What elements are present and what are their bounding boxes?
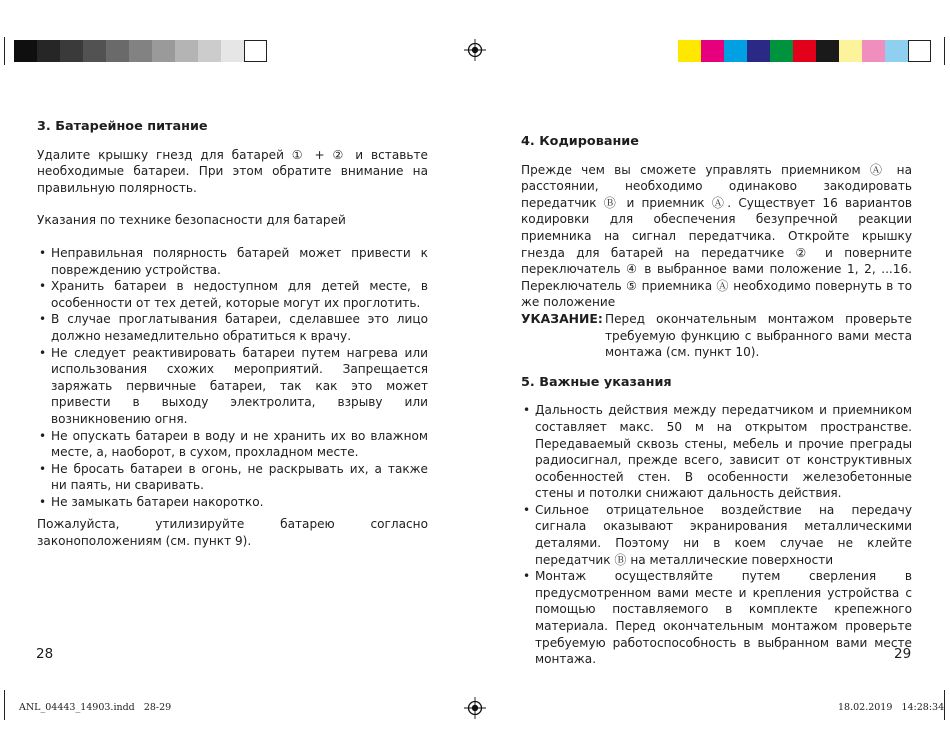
color-swatch	[244, 40, 267, 62]
color-swatch	[839, 40, 862, 62]
registration-mark-bottom-icon	[464, 697, 486, 719]
left-page	[37, 119, 428, 550]
crop-mark-top-left	[4, 37, 5, 65]
list-item: • Не опускать батареи в воду и не хранить их во влажном месте, а, наоборот, в сухом, прохладном месте.	[37, 428, 428, 461]
important-list	[521, 402, 912, 668]
color-swatch	[678, 40, 701, 62]
color-swatch	[747, 40, 770, 62]
list-item: • Не бросать батареи в огонь, не раскрывать их, а также ни паять, ни сваривать.	[37, 461, 428, 494]
slug-datetime: 18.02.2019 14:28:34	[838, 702, 945, 713]
slug-filename: ANL_04443_14903.indd 28-29	[19, 702, 172, 713]
safety-list	[37, 245, 428, 511]
color-swatch	[885, 40, 908, 62]
color-swatch	[83, 40, 106, 62]
color-swatch	[701, 40, 724, 62]
list-item: • Не замыкать батареи накоротко.	[37, 494, 428, 511]
section-heading-coding: 4. Кодирование	[521, 134, 639, 149]
right-page	[521, 134, 912, 668]
color-swatch	[724, 40, 747, 62]
list-item: • Неправильная полярность батарей может привести к повреждению устройства.	[37, 245, 428, 278]
crop-mark-top-right	[944, 37, 945, 65]
coding-text: Прежде чем вы сможете управлять приемником Ⓐ на расстоянии, необходимо одинаково закодировать передатчик Ⓑ и приемник Ⓐ. Существует 16 вариантов кодировки для обеспечения безупречной реакции приемника на сигнал передатчика. Откройте крышку гнезда для батарей на передатчике ② и поверните переключатель ④ в выбранное вами положение 1, 2, ...16. Переключатель ⑤ приемника Ⓐ необходимо повернуть в то же положение	[521, 162, 912, 310]
section-heading-important: 5. Важные указания	[521, 374, 672, 390]
list-item: • В случае проглатывания батареи, сделавшее это лицо должно незамедлительно обратиться к врачу.	[37, 311, 428, 344]
color-swatch	[129, 40, 152, 62]
list-item: • Дальность действия между передатчиком и приемником составляет макс. 50 м на открытом пространстве. Передаваемый сквозь стены, мебель и прочие преграды радиосигнал, прежде всего, зависит от конструктивных особенностей стен. В особенности железобетонные стены и потолки снижают дальность действия.	[521, 402, 912, 502]
note-block	[521, 311, 912, 361]
batteries-intro: Удалите крышку гнезд для батарей ① + ② и вставьте необходимые батареи. При этом обратите внимание на правильную полярность.	[37, 147, 428, 195]
crop-mark-bottom-right	[944, 690, 945, 720]
color-swatch	[770, 40, 793, 62]
color-swatch	[175, 40, 198, 62]
color-swatch	[106, 40, 129, 62]
note-text: Перед окончательным монтажом проверьте требуемую функцию с выбранного вами места монтажа (см. пункт 10).	[605, 311, 912, 360]
color-calibration-bar	[678, 40, 931, 62]
grey-calibration-bar	[14, 40, 267, 62]
safety-title: Указания по технике безопасности для батарей	[37, 213, 346, 228]
list-item: • Сильное отрицательное воздействие на передачу сигнала оказывают экранирования металлическими деталями. Поэтому ни в коем случае не клейте передатчик Ⓑ на металлические поверхности	[521, 502, 912, 568]
registration-mark-top-icon	[464, 39, 486, 61]
color-swatch	[221, 40, 244, 62]
list-item: • Монтаж осуществляйте путем сверления в предусмотренном вами месте и крепления устройства с помощью поставляемого в комплекте крепежного материала. Перед окончательным монтажом проверьте требуемую работоспособность в выбранном вами месте монтажа.	[521, 568, 912, 668]
disposal-note: Пожалуйста, утилизируйте батарею согласно законоположениям (см. пункт 9).	[37, 517, 428, 549]
color-swatch	[793, 40, 816, 62]
note-label: УКАЗАНИЕ:	[521, 310, 603, 326]
crop-mark-bottom-left	[4, 690, 5, 720]
page-number-left: 28	[36, 646, 54, 662]
color-swatch	[816, 40, 839, 62]
page-number-right: 29	[894, 646, 912, 662]
color-swatch	[862, 40, 885, 62]
color-swatch	[14, 40, 37, 62]
color-swatch	[152, 40, 175, 62]
color-swatch	[908, 40, 931, 62]
color-swatch	[37, 40, 60, 62]
section-heading-batteries: 3. Батарейное питание	[37, 119, 208, 134]
color-swatch	[198, 40, 221, 62]
list-item: • Хранить батареи в недоступном для детей месте, в особенности от тех детей, которые могут их проглотить.	[37, 278, 428, 311]
list-item: • Не следует реактивировать батареи путем нагрева или использования схожих мероприятий. Запрещается заряжать первичные батареи, так как это может привести в выходу электролита, взрыву или возникновению огня.	[37, 345, 428, 428]
color-swatch	[60, 40, 83, 62]
